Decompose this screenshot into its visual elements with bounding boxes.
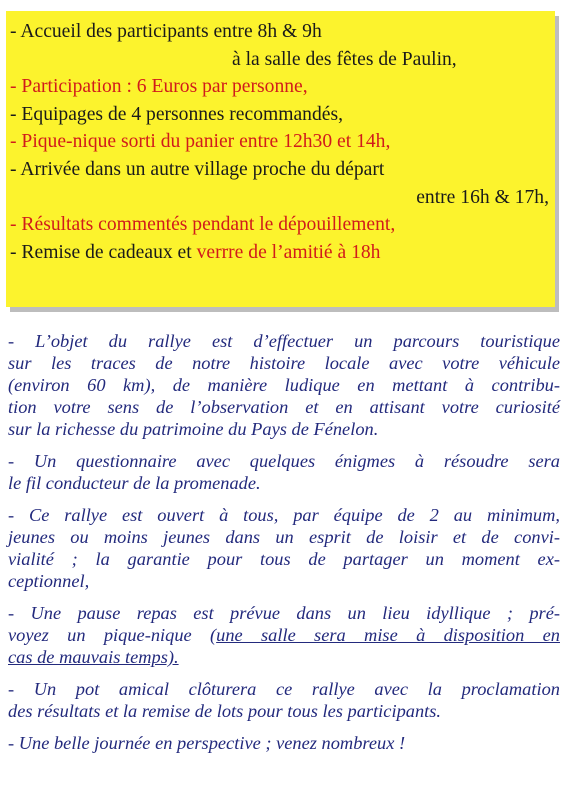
info-line-results: - Résultats commentés pendant le dépouillement, [10, 214, 396, 236]
info-line-arrival-time: entre 16h & 17h, [416, 186, 549, 208]
text-line: cas de mauvais temps). [8, 647, 179, 667]
description-text [8, 330, 560, 764]
paragraph-closing-drink [8, 678, 560, 722]
text-line [8, 624, 560, 646]
paragraph-invitation [8, 732, 560, 754]
text-line: sur la richesse du patrimoine du Pays de Fénelon. [8, 419, 379, 439]
friendship-drink-text: verrre de l’amitié à 18h [196, 241, 381, 263]
text-line: des résultats et la remise de lots pour tous les participants. [8, 701, 442, 721]
text-line: vialité ; la garantie pour tous de partager un moment ex- [8, 549, 560, 569]
paragraph-open-to-all [8, 504, 560, 592]
paragraph-purpose [8, 330, 560, 440]
info-line-gifts [10, 239, 555, 267]
text-line: ceptionnel, [8, 571, 90, 591]
info-line-venue: à la salle des fêtes de Paulin, [232, 48, 457, 70]
info-line-arrival: - Arrivée dans un autre village proche du départ [10, 158, 385, 180]
text-line: - L’objet du rallye est d’effectuer un parcours touristique [8, 331, 560, 351]
text-line: jeunes ou moins jeunes dans un esprit de loisir et de convi- [8, 527, 560, 547]
paragraph-questionnaire [8, 450, 560, 494]
text-line: tion votre sens de l’observation et en attisant votre curiosité [8, 397, 560, 417]
info-box [6, 11, 555, 307]
info-line-fee: - Participation : 6 Euros par personne, [10, 76, 308, 98]
info-line-welcome: - Accueil des participants entre 8h & 9h [10, 21, 322, 42]
paragraph-lunch-break [8, 602, 560, 668]
text-line: sur les traces de notre histoire locale avec votre véhicule [8, 353, 560, 373]
text-line: - Un pot amical clôturera ce rallye avec la proclamation [8, 679, 560, 699]
text-line: - Une belle journée en perspective ; venez nombreux ! [8, 733, 406, 753]
text-line: - Un questionnaire avec quelques énigmes à résoudre sera [8, 451, 560, 471]
text-line: le fil conducteur de la promenade. [8, 473, 261, 493]
info-line-picnic: - Pique-nique sorti du panier entre 12h30 et 14h, [10, 131, 391, 153]
rain-room-note: une salle sera mise à disposition en [216, 625, 560, 645]
text-line: - Une pause repas est prévue dans un lieu idyllique ; pré- [8, 603, 560, 623]
text-line: - Ce rallye est ouvert à tous, par équipe de 2 au minimum, [8, 505, 560, 525]
gifts-text: - Remise de cadeaux et [10, 241, 197, 263]
text-line: (environ 60 km), de manière ludique en mettant à contribu- [8, 375, 560, 395]
picnic-text: voyez un pique-nique ( [8, 625, 217, 645]
info-line-teams: - Equipages de 4 personnes recommandés, [10, 103, 343, 125]
